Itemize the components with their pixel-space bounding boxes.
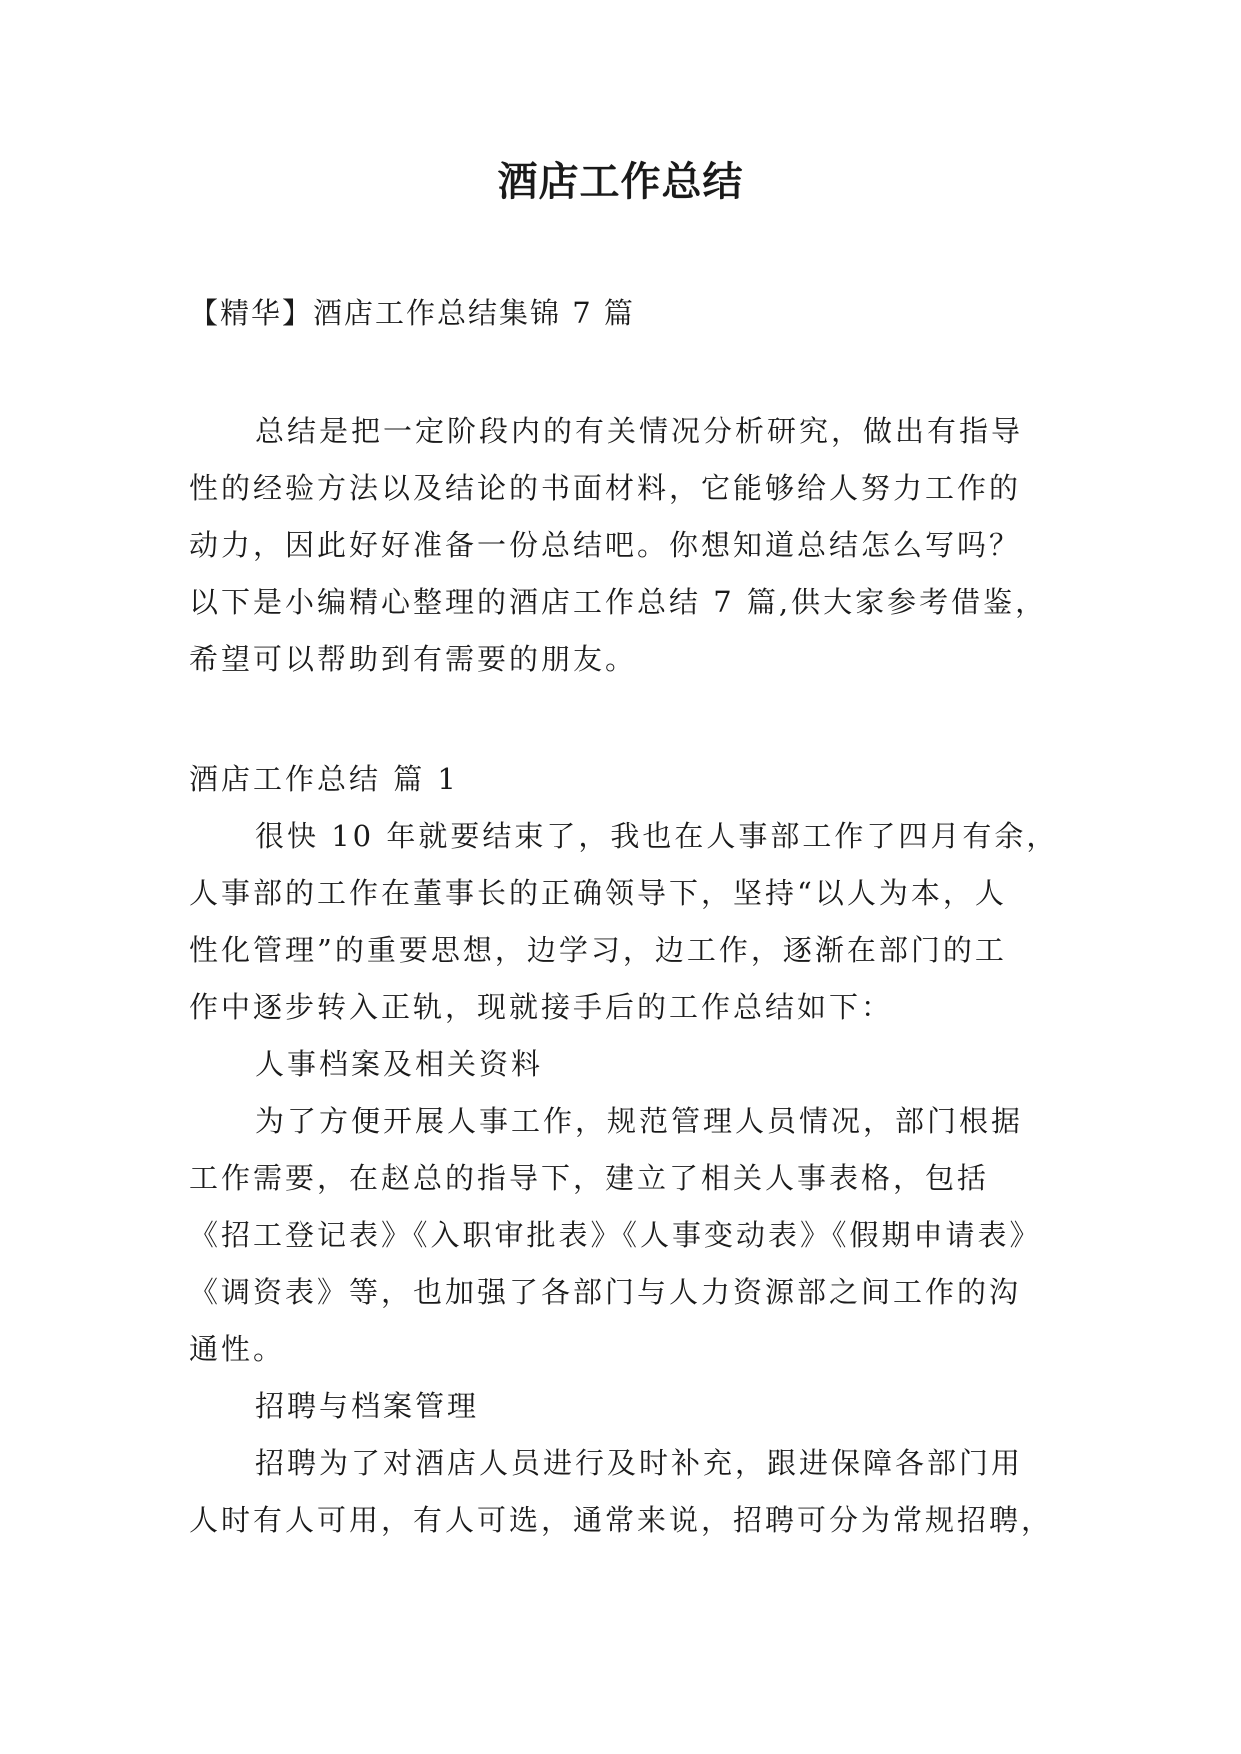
section-heading: 酒店工作总结 篇 1 xyxy=(189,762,459,796)
paragraph-line: 招聘为了对酒店人员进行及时补充，跟进保障各部门用 xyxy=(255,1446,1024,1480)
paragraph-line: 很快 10 年就要结束了，我也在人事部工作了四月有余， xyxy=(255,819,1059,853)
paragraph-line: 《调资表》等，也加强了各部门与人力资源部之间工作的沟 xyxy=(189,1275,1022,1309)
paragraph-line: 《招工登记表》《入职审批表》《人事变动表》《假期申请表》 xyxy=(189,1218,1042,1252)
intro-line: 动力，因此好好准备一份总结吧。你想知道总结怎么写吗？ xyxy=(189,528,1022,562)
intro-line: 性的经验方法以及结论的书面材料，它能够给人努力工作的 xyxy=(189,471,1022,505)
paragraph-line: 为了方便开展人事工作，规范管理人员情况，部门根据 xyxy=(255,1104,1024,1138)
intro-paragraph xyxy=(189,403,1079,688)
intro-line: 希望可以帮助到有需要的朋友。 xyxy=(189,642,638,676)
paragraph-line: 工作需要，在赵总的指导下，建立了相关人事表格，包括 xyxy=(189,1161,990,1195)
subheading-personnel-files: 人事档案及相关资料 xyxy=(255,1047,544,1081)
intro-line: 以下是小编精心整理的酒店工作总结 7 篇,供大家参考借鉴， xyxy=(189,585,1048,619)
paragraph-line: 性化管理”的重要思想，边学习，边工作，逐渐在部门的工 xyxy=(189,933,1007,967)
section-1 xyxy=(189,751,1079,1549)
document-subtitle: 【精华】酒店工作总结集锦 7 篇 xyxy=(189,296,635,330)
paragraph-line: 作中逐步转入正轨，现就接手后的工作总结如下： xyxy=(189,990,894,1024)
intro-line: 总结是把一定阶段内的有关情况分析研究，做出有指导 xyxy=(255,414,1024,448)
document-title: 酒店工作总结 xyxy=(497,158,744,205)
paragraph-line: 人时有人可用，有人可选，通常来说，招聘可分为常规招聘， xyxy=(189,1503,1054,1537)
subheading-recruitment: 招聘与档案管理 xyxy=(255,1389,480,1423)
paragraph-line: 通性。 xyxy=(189,1332,286,1366)
paragraph-line: 人事部的工作在董事长的正确领导下，坚持“以人为本，人 xyxy=(189,876,1007,910)
